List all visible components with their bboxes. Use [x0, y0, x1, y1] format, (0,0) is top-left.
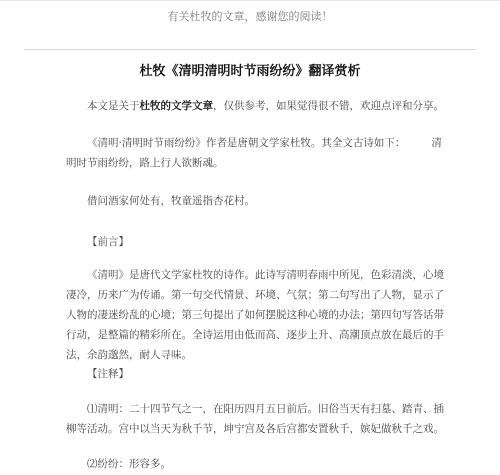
- poem-intro: 《清明·清明时节雨纷纷》作者是唐朝文学家杜牧。其全文古诗如下：: [87, 137, 406, 149]
- intro-prefix: 本文是关于: [87, 100, 140, 112]
- poem-line-1: 清明时节雨纷纷，路上行人欲断魂。: [66, 137, 442, 169]
- article-title: 杜牧《清明清明时节雨纷纷》翻译赏析: [139, 64, 361, 79]
- top-divider: [0, 0, 500, 1]
- poem-line-2: 借问酒家何处有，牧童遥指杏花村。: [87, 195, 255, 207]
- reading-thanks-note: 有关杜牧的文章，感谢您的阅读！: [167, 10, 333, 23]
- intro-suffix: ，仅供参考，如果觉得很不错，欢迎点评和分享。: [213, 100, 444, 112]
- note-1: ⑴清明：二十四节气之一，在阳历四月五日前后。旧俗当天有扫墓、踏青、插柳等活动。宫中以当天为秋千节，坤宁宫及各后宫都安置秋千，嫔妃做秋千之戏。: [66, 403, 444, 435]
- preface-heading: 【前言】: [87, 236, 129, 248]
- header-divider: [24, 49, 476, 50]
- notes-heading: 【注释】: [87, 368, 129, 380]
- preface-paragraph: 《清明》是唐代文学家杜牧的诗作。此诗写清明春雨中所见，色彩清淡，心境凄冷，历来广为传诵。第一句交代情景、环境、气氛；第二句写出了人物，显示了人物的凄迷纷乱的心境；第三句提出了如何摆脱这种心境的办法；第四句写答话带行动，是整篇的精彩所在。全诗运用由低而高、逐步上升、高潮顶点放在最后的手法，余韵邈然，耐人寻味。: [66, 269, 444, 361]
- poem-paragraph: [66, 133, 444, 173]
- intro-emphasis: 杜牧的文学文章: [139, 100, 213, 112]
- note-2: ⑵纷纷：形容多。: [87, 458, 171, 470]
- intro-paragraph: [66, 96, 444, 116]
